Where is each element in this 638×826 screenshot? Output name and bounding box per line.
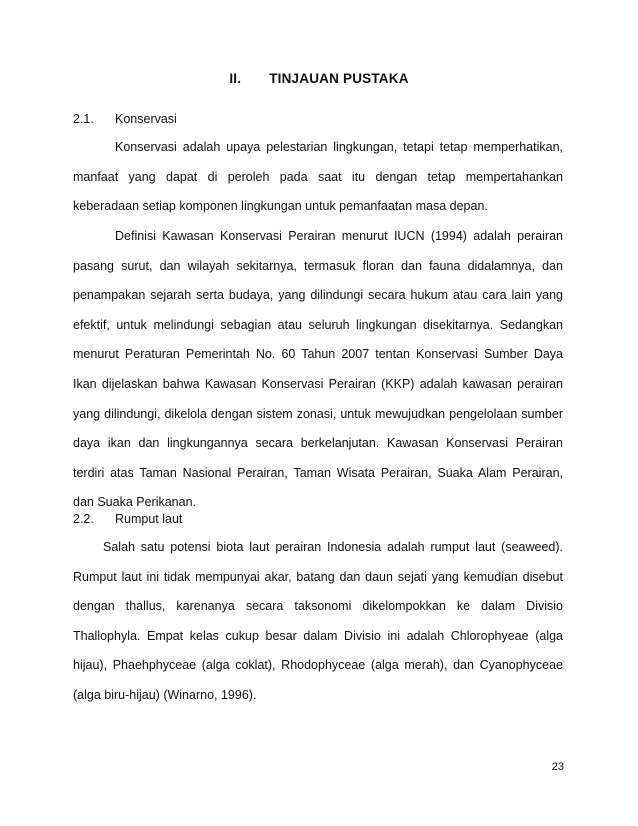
section-number: 2.2.: [73, 512, 94, 526]
section-heading-rumput-laut: [73, 512, 182, 526]
section-number: 2.1.: [73, 112, 94, 126]
paragraph-konservasi-definition: Konservasi adalah upaya pelestarian lingkungan, tetapi tetap memperhatikan, manfaat yang dapat di peroleh pada saat itu dengan tetap mempertahankan keberadaan setiap komponen lingkungan untuk pemanfaatan masa depan.: [73, 140, 563, 214]
chapter-title: [0, 71, 638, 86]
paragraph-kawasan-konservasi: Definisi Kawasan Konservasi Perairan menurut IUCN (1994) adalah perairan pasang surut, dan wilayah sekitarnya, termasuk floran dan fauna didalamnya, dan penampakan sejarah serta budaya, yang dilindungi secara hukum atau cara lain yang efektif, untuk melindungi sebagian atau seluruh lingkungan disekitarnya. Sedangkan menurut Peraturan Pemerintah No. 60 Tahun 2007 tentan Konservasi Sumber Daya Ikan dijelaskan bahwa Kawasan Konservasi Perairan (KKP) adalah kawasan perairan yang dilindungi, dikelola dengan sistem zonasi, untuk mewujudkan pengelolaan sumber daya ikan dan lingkungannya secara berkelanjutan. Kawasan Konservasi Perairan terdiri atas Taman Nasional Perairan, Taman Wisata Perairan, Suaka Alam Perairan, dan Suaka Perikanan.: [73, 229, 563, 510]
page-number: 23: [551, 761, 564, 773]
chapter-number: II.: [229, 71, 242, 86]
section-title: Konservasi: [115, 112, 177, 126]
section-title: Rumput laut: [115, 512, 183, 526]
paragraph-rumput-laut: Salah satu potensi biota laut perairan Indonesia adalah rumput laut (seaweed). Rumput laut ini tidak mempunyai akar, batang dan daun sejati yang kemudian disebut dengan thallus, karenanya secara taksonomi dikelompokkan ke dalam Divisio Thallophyla. Empat kelas cukup besar dalam Divisio ini adalah Chlorophyeae (alga hijau), Phaehphyceae (alga coklat), Rhodophyceae (alga merah), dan Cyanophyceae (alga biru-hijau) (Winarno, 1996).: [73, 540, 563, 702]
section-heading-konservasi: [73, 112, 177, 126]
chapter-title-text: TINJAUAN PUSTAKA: [269, 71, 409, 86]
